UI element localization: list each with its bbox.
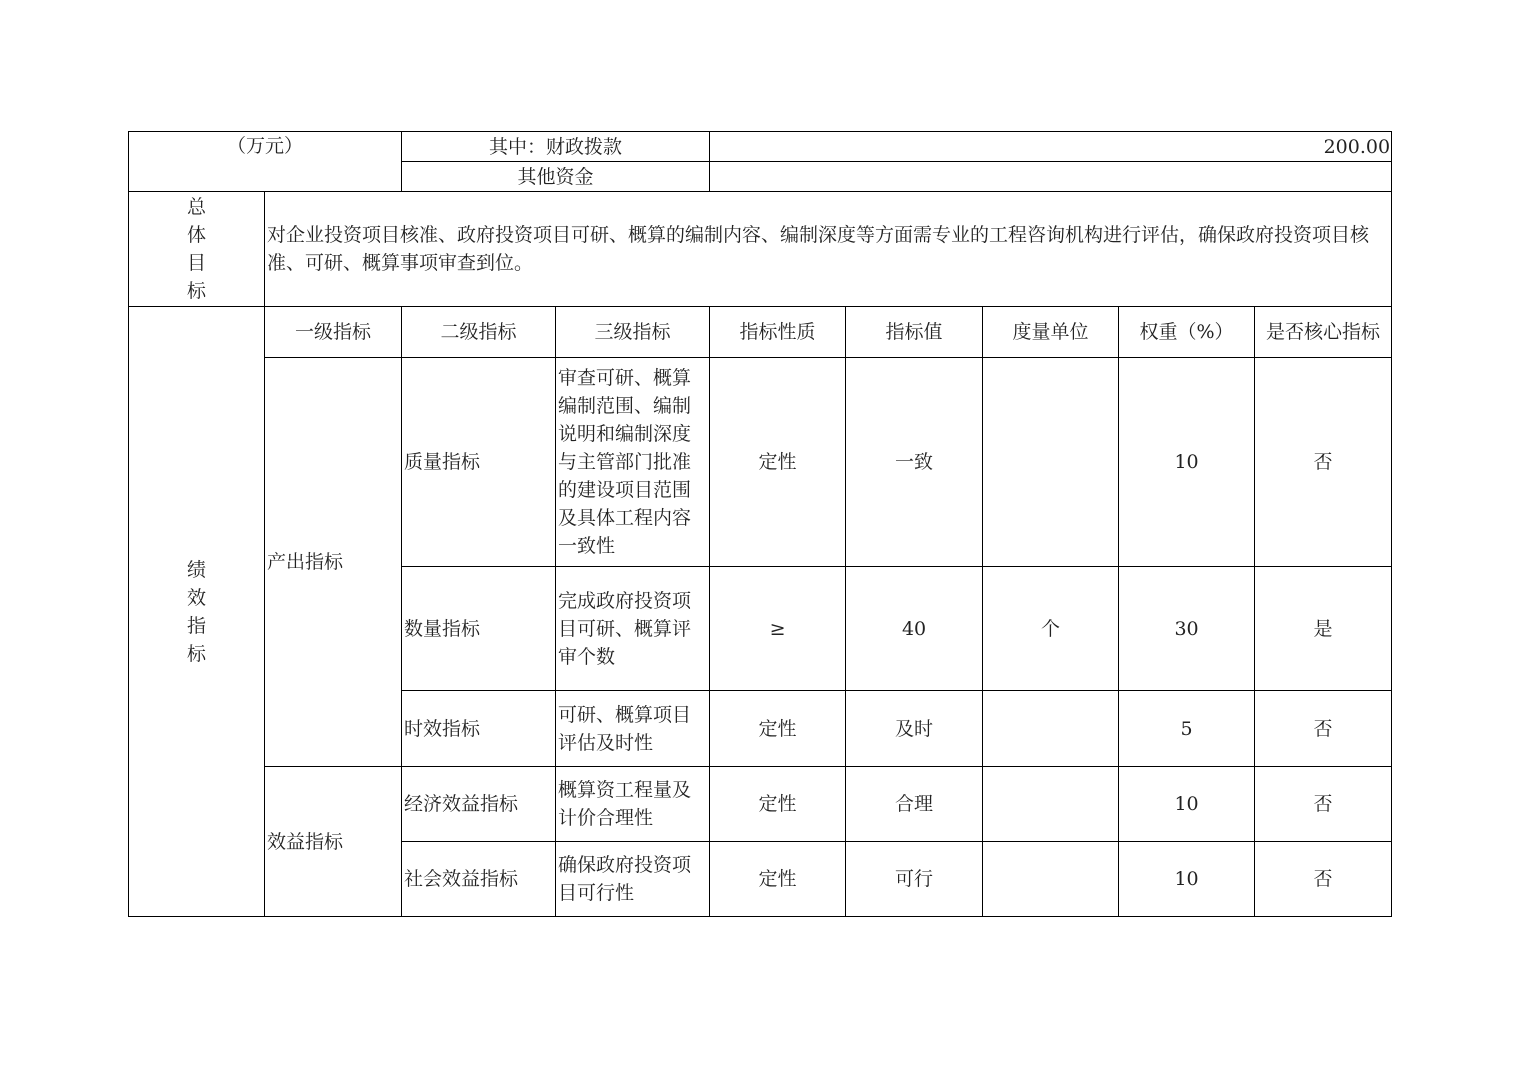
- core-cell: 否: [1255, 842, 1392, 917]
- unit-cell: 个: [983, 567, 1119, 691]
- header-value: 指标值: [846, 307, 983, 358]
- core-cell: 否: [1255, 691, 1392, 767]
- unit-cell: [983, 767, 1119, 842]
- fiscal-appropriation-value: 200.00: [710, 132, 1392, 162]
- level3-cell: 概算资工程量及计价合理性: [556, 767, 710, 842]
- nature-cell: 定性: [710, 842, 846, 917]
- header-nature: 指标性质: [710, 307, 846, 358]
- unit-cell: [983, 842, 1119, 917]
- header-weight: 权重（%）: [1119, 307, 1255, 358]
- performance-label-char: 指: [186, 614, 206, 637]
- core-cell: 否: [1255, 358, 1392, 567]
- weight-cell: 10: [1119, 842, 1255, 917]
- overall-goal-label-char: 体: [186, 224, 206, 246]
- overall-goal-label-char: 目: [186, 252, 206, 274]
- header-unit: 度量单位: [983, 307, 1119, 358]
- level2-cell: 经济效益指标: [402, 767, 556, 842]
- unit-cell: [983, 358, 1119, 567]
- header-core: 是否核心指标: [1255, 307, 1392, 358]
- level3-cell: 完成政府投资项目可研、概算评审个数: [556, 567, 710, 691]
- performance-label-char: 标: [186, 642, 206, 665]
- table-row: [129, 358, 1392, 567]
- header-level1: 一级指标: [265, 307, 402, 358]
- level3-cell: 确保政府投资项目可行性: [556, 842, 710, 917]
- value-cell: 一致: [846, 358, 983, 567]
- overall-goal-label: [129, 192, 265, 307]
- nature-cell: 定性: [710, 767, 846, 842]
- core-cell: 否: [1255, 767, 1392, 842]
- level2-cell: 社会效益指标: [402, 842, 556, 917]
- level2-cell: 时效指标: [402, 691, 556, 767]
- overall-goal-label-char: 总: [186, 196, 206, 218]
- level1-output: 产出指标: [265, 358, 402, 767]
- overall-goal-text: 对企业投资项目核准、政府投资项目可研、概算的编制内容、编制深度等方面需专业的工程咨询机构进行评估，确保政府投资项目核准、可研、概算事项审查到位。: [265, 192, 1392, 307]
- nature-cell: 定性: [710, 691, 846, 767]
- weight-cell: 10: [1119, 767, 1255, 842]
- performance-indicator-label: [129, 307, 265, 917]
- level2-cell: 数量指标: [402, 567, 556, 691]
- other-funds-value: [710, 162, 1392, 192]
- nature-cell: ≥: [710, 567, 846, 691]
- value-cell: 及时: [846, 691, 983, 767]
- level2-cell: 质量指标: [402, 358, 556, 567]
- performance-label-char: 效: [186, 586, 206, 609]
- header-level2: 二级指标: [402, 307, 556, 358]
- core-cell: 是: [1255, 567, 1392, 691]
- weight-cell: 10: [1119, 358, 1255, 567]
- header-level3: 三级指标: [556, 307, 710, 358]
- overall-goal-label-char: 标: [186, 280, 206, 302]
- unit-cell: [983, 691, 1119, 767]
- value-cell: 合理: [846, 767, 983, 842]
- level3-cell: 可研、概算项目评估及时性: [556, 691, 710, 767]
- value-cell: 40: [846, 567, 983, 691]
- weight-cell: 5: [1119, 691, 1255, 767]
- level1-benefit: 效益指标: [265, 767, 402, 917]
- weight-cell: 30: [1119, 567, 1255, 691]
- nature-cell: 定性: [710, 358, 846, 567]
- fiscal-appropriation-label: 其中：财政拨款: [402, 132, 710, 162]
- value-cell: 可行: [846, 842, 983, 917]
- table-row: [129, 767, 1392, 842]
- level3-cell: 审查可研、概算编制范围、编制说明和编制深度与主管部门批准的建设项目范围及具体工程内容一致性: [556, 358, 710, 567]
- performance-target-table: [128, 131, 1392, 917]
- other-funds-label: 其他资金: [402, 162, 710, 192]
- performance-label-char: 绩: [186, 558, 206, 581]
- funds-unit-label: （万元）: [129, 132, 402, 192]
